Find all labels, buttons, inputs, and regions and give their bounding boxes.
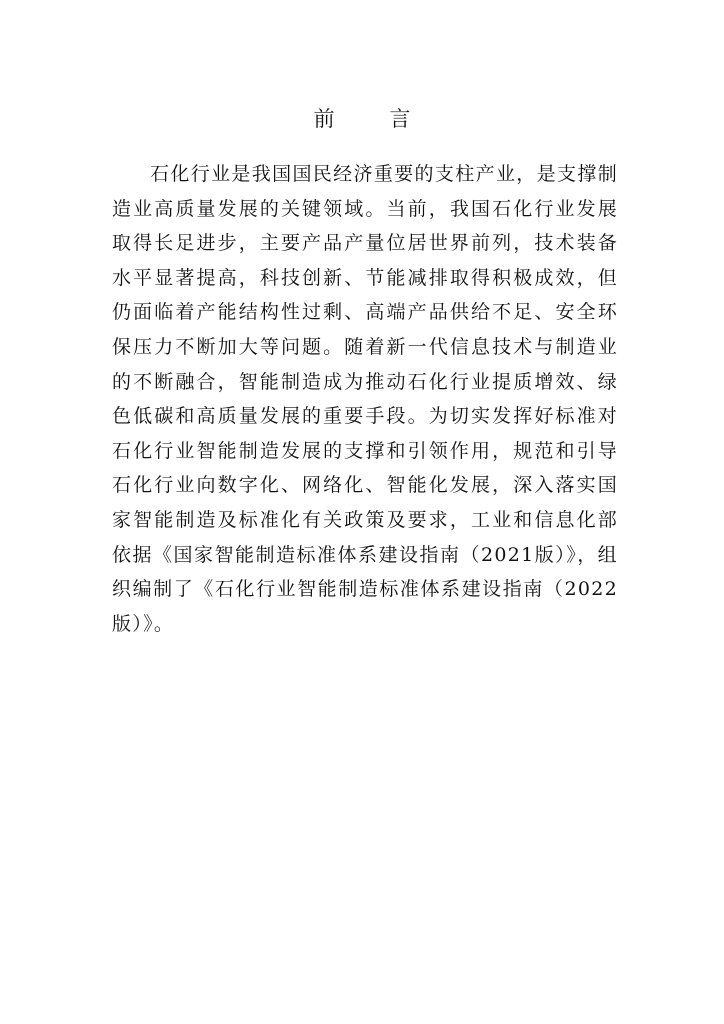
page-title: 前 言 [313, 107, 435, 131]
preface-paragraph: 石化行业是我国国民经济重要的支柱产业，是支撑制造业高质量发展的关键领域。当前，我国石化行业发展取得长足进步，主要产品产量位居世界前列，技术装备水平显著提高，科技创新、节能减排取得积极成效，但仍面临着产能结构性过剩、高端产品供给不足、安全环保压力不断加大等问题。随着新一代信息技术与制造业的不断融合，智能制造成为推动石化行业提质增效、绿色低碳和高质量发展的重要手段。为切实发挥好标准对石化行业智能制造发展的支撑和引领作用，规范和引导石化行业向数字化、网络化、智能化发展，深入落实国家智能制造及标准化有关政策及要求，工业和信息化部依据《国家智能制造标准体系建设指南（2021版）》，组织编制了《石化行业智能制造标准体系建设指南（2022版）》。 [112, 163, 618, 635]
